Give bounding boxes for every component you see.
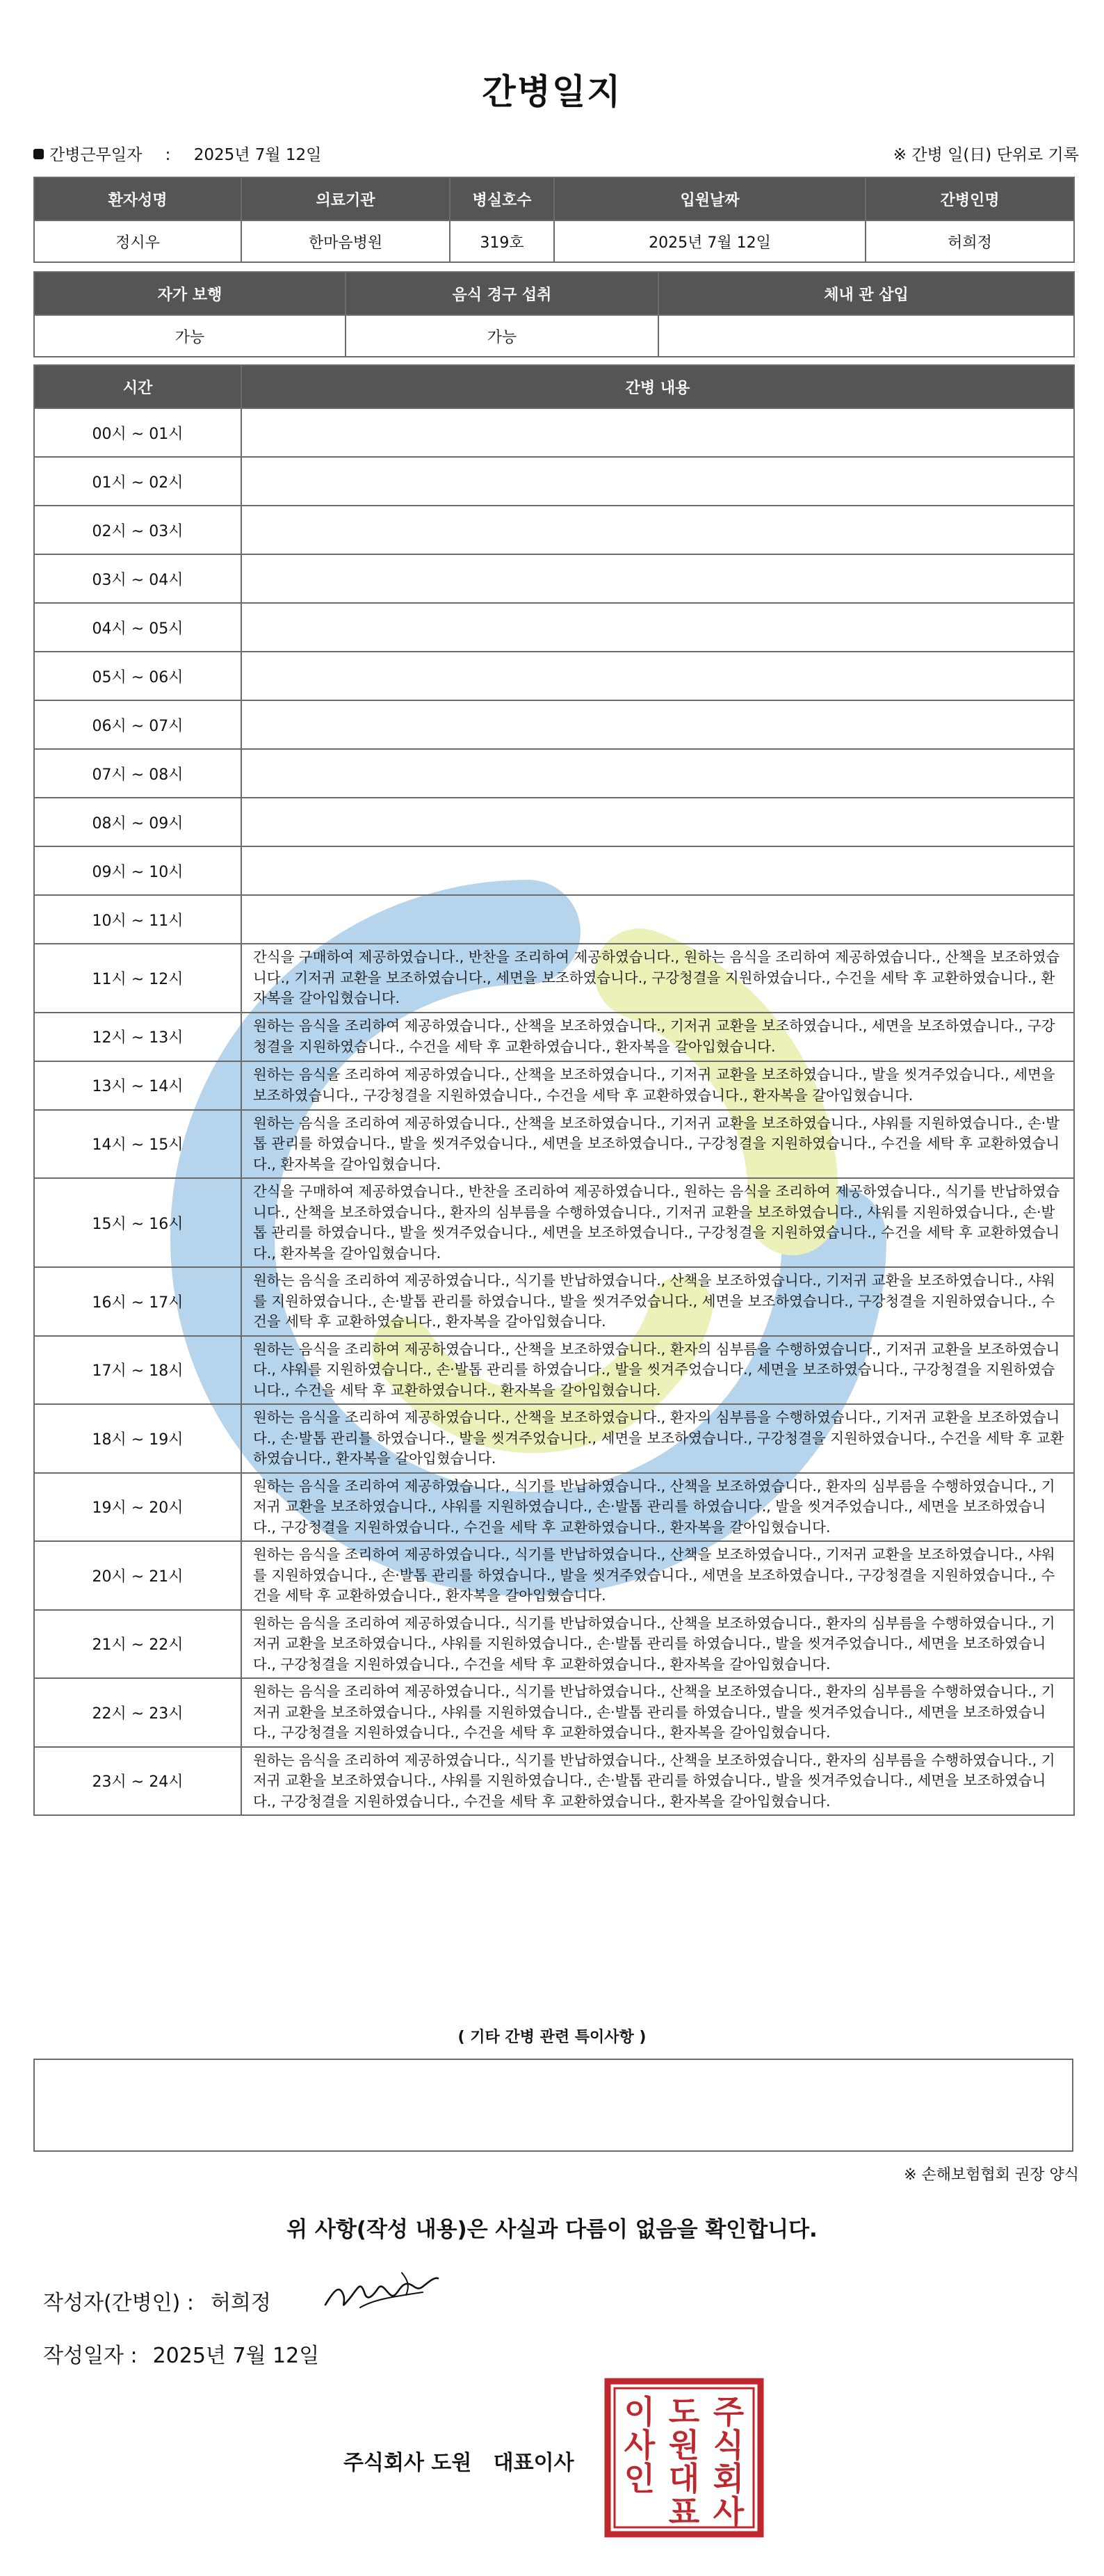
oral-intake-value: 가능 [346, 315, 658, 357]
care-log-row [34, 1473, 1074, 1542]
seal-character: 원 [668, 2426, 700, 2464]
care-log-time: 02시 ~ 03시 [34, 506, 241, 554]
care-log-note [241, 506, 1074, 554]
admission-date-header: 입원날짜 [554, 177, 866, 220]
care-log-time: 16시 ~ 17시 [34, 1267, 241, 1336]
signature-icon [318, 2264, 444, 2317]
care-log-note [241, 554, 1074, 603]
admission-date-value: 2025년 7월 12일 [554, 220, 866, 262]
care-log-body [34, 408, 1074, 1815]
care-log-row [34, 1061, 1074, 1110]
care-log-note: 간식을 구매하여 제공하였습니다., 반찬을 조리하여 제공하였습니다., 원하는 음식을 조리하여 제공하였습니다., 산책을 보조하였습니다., 기저귀 교환을 보조하였습니다., 세면을 보조하였습니다., 구강청결을 지원하였습니다., 수건을 세탁 후 교환하였습니다., 환자복을 갈아입혔습니다. [241, 944, 1074, 1013]
care-log-time: 11시 ~ 12시 [34, 944, 241, 1013]
care-log-time: 03시 ~ 04시 [34, 554, 241, 603]
care-log-row [34, 554, 1074, 603]
company-representative: 주식회사 도원 대표이사 [343, 2451, 574, 2475]
care-log-note: 원하는 음식을 조리하여 제공하였습니다., 식기를 반납하였습니다., 산책을 보조하였습니다., 기저귀 교환을 보조하였습니다., 샤워를 지원하였습니다., 손·발톱 관리를 하였습니다., 발을 씻겨주었습니다., 세면을 보조하였습니다., 구강청결을 지원하였습니다., 수건을 세탁 후 교환하였습니다., 환자복을 갈아입혔습니다. [241, 1541, 1074, 1610]
caregiver-name-header: 간병인명 [866, 177, 1074, 220]
company-seal-icon [603, 2377, 765, 2538]
care-log-row [34, 700, 1074, 749]
care-log-note [241, 603, 1074, 652]
care-log-time: 00시 ~ 01시 [34, 408, 241, 457]
care-log-row [34, 1110, 1074, 1179]
care-log-row [34, 846, 1074, 895]
care-log-row [34, 1178, 1074, 1267]
other-notes-title: ( 기타 간병 관련 특이사항 ) [457, 2029, 647, 2046]
care-log-row [34, 944, 1074, 1013]
seal-character: 도 [668, 2393, 700, 2431]
care-log-row [34, 1541, 1074, 1610]
care-log-time: 20시 ~ 21시 [34, 1541, 241, 1610]
seal-character: 표 [668, 2493, 700, 2531]
walking-value: 가능 [34, 315, 346, 357]
written-date-value: 2025년 7월 12일 [152, 2344, 320, 2368]
care-log-time: 05시 ~ 06시 [34, 652, 241, 700]
care-log-row [34, 1267, 1074, 1336]
oral-intake-header: 음식 경구 섭취 [346, 272, 658, 315]
care-log-table [33, 364, 1075, 1816]
care-log-note [241, 457, 1074, 506]
abilities-table [33, 271, 1075, 357]
patient-info-table [33, 177, 1075, 263]
care-log-note: 간식을 구매하여 제공하였습니다., 반찬을 조리하여 제공하였습니다., 원하는 음식을 조리하여 제공하였습니다., 식기를 반납하였습니다., 산책을 보조하였습니다., 환자의 심부름을 수행하였습니다., 기저귀 교환을 보조하였습니다., 샤워를 지원하였습니다., 손·발톱 관리를 하였습니다., 발을 씻겨주었습니다., 세면을 보조하였습니다., 구강청결을 지원하였습니다., 수건을 세탁 후 교환하였습니다., 환자복을 갈아입혔습니다. [241, 1178, 1074, 1267]
care-log-time: 04시 ~ 05시 [34, 603, 241, 652]
hospital-header: 의료기관 [241, 177, 450, 220]
time-header: 시간 [34, 365, 241, 408]
unit-note: ※ 간병 일(日) 단위로 기록 [893, 146, 1079, 164]
form-footnote: ※ 손해보험협회 권장 양식 [904, 2166, 1079, 2184]
work-date [33, 142, 321, 165]
care-log-row [34, 457, 1074, 506]
care-log-time: 12시 ~ 13시 [34, 1013, 241, 1061]
care-log-time: 21시 ~ 22시 [34, 1610, 241, 1679]
content-header: 간병 내용 [241, 365, 1074, 408]
care-log-note: 원하는 음식을 조리하여 제공하였습니다., 식기를 반납하였습니다., 산책을 보조하였습니다., 환자의 심부름을 수행하였습니다., 기저귀 교환을 보조하였습니다., 샤워를 지원하였습니다., 손·발톱 관리를 하였습니다., 발을 씻겨주었습니다., 세면을 보조하였습니다., 구강청결을 지원하였습니다., 수건을 세탁 후 교환하였습니다., 환자복을 갈아입혔습니다. [241, 1473, 1074, 1542]
care-log-time: 01시 ~ 02시 [34, 457, 241, 506]
care-log-row [34, 1610, 1074, 1679]
care-log-time: 09시 ~ 10시 [34, 846, 241, 895]
seal-character: 인 [624, 2460, 656, 2497]
care-log-note [241, 700, 1074, 749]
care-log-time: 06시 ~ 07시 [34, 700, 241, 749]
seal-character: 회 [713, 2460, 745, 2497]
care-log-row [34, 603, 1074, 652]
care-log-note: 원하는 음식을 조리하여 제공하였습니다., 산책을 보조하였습니다., 환자의 심부름을 수행하였습니다., 기저귀 교환을 보조하였습니다., 샤워를 지원하였습니다., 손·발톱 관리를 하였습니다., 발을 씻겨주었습니다., 세면을 보조하였습니다., 구강청결을 지원하였습니다., 수건을 세탁 후 교환하였습니다., 환자복을 갈아입혔습니다. [241, 1336, 1074, 1405]
care-log-row [34, 1404, 1074, 1473]
seal-character: 사 [624, 2426, 656, 2464]
care-log-note [241, 798, 1074, 846]
seal-character: 이 [624, 2393, 656, 2431]
writer-name: 허희정 [210, 2291, 271, 2315]
confirmation-statement: 위 사항(작성 내용)은 사실과 다름이 없음을 확인합니다. [286, 2217, 818, 2242]
care-log-row [34, 652, 1074, 700]
seal-character: 사 [713, 2493, 745, 2531]
care-log-time: 07시 ~ 08시 [34, 749, 241, 798]
work-date-value: 2025년 7월 12일 [193, 146, 322, 164]
writer-label: 작성자(간병인) : [43, 2291, 194, 2315]
page-title: 간병일지 [482, 72, 622, 112]
written-date-line [43, 2338, 319, 2369]
patient-name-value: 정시우 [34, 220, 241, 262]
tube-value [658, 315, 1074, 357]
care-log-row [34, 1747, 1074, 1816]
seal-character: 식 [713, 2426, 745, 2464]
care-log-time: 19시 ~ 20시 [34, 1473, 241, 1542]
patient-info-value-row [34, 220, 1074, 262]
tube-header: 체내 관 삽입 [658, 272, 1074, 315]
care-log-row [34, 408, 1074, 457]
care-log-note [241, 895, 1074, 944]
care-log-note: 원하는 음식을 조리하여 제공하였습니다., 산책을 보조하였습니다., 환자의 심부름을 수행하였습니다., 기저귀 교환을 보조하였습니다., 손·발톱 관리를 하였습니다., 발을 씻겨주었습니다., 세면을 보조하였습니다., 구강청결을 지원하였습니다., 수건을 세탁 후 교환하였습니다., 환자복을 갈아입혔습니다. [241, 1404, 1074, 1473]
caregiver-name-value: 허희정 [866, 220, 1074, 262]
care-log-time: 08시 ~ 09시 [34, 798, 241, 846]
care-log-note: 원하는 음식을 조리하여 제공하였습니다., 식기를 반납하였습니다., 산책을 보조하였습니다., 환자의 심부름을 수행하였습니다., 기저귀 교환을 보조하였습니다., 샤워를 지원하였습니다., 손·발톱 관리를 하였습니다., 발을 씻겨주었습니다., 세면을 보조하였습니다., 구강청결을 지원하였습니다., 수건을 세탁 후 교환하였습니다., 환자복을 갈아입혔습니다. [241, 1610, 1074, 1679]
other-notes-box [33, 2059, 1073, 2152]
care-log-time: 15시 ~ 16시 [34, 1178, 241, 1267]
square-bullet-icon [33, 149, 44, 159]
care-log-note [241, 846, 1074, 895]
care-log-time: 13시 ~ 14시 [34, 1061, 241, 1110]
care-log-time: 18시 ~ 19시 [34, 1404, 241, 1473]
care-log-note [241, 408, 1074, 457]
care-log-note [241, 749, 1074, 798]
seal-character: 대 [668, 2460, 700, 2497]
care-log-row [34, 798, 1074, 846]
care-log-header-row [34, 365, 1074, 408]
care-log-time: 17시 ~ 18시 [34, 1336, 241, 1405]
care-log-note: 원하는 음식을 조리하여 제공하였습니다., 산책을 보조하였습니다., 기저귀 교환을 보조하였습니다., 발을 씻겨주었습니다., 세면을 보조하였습니다., 구강청결을 지원하였습니다., 수건을 세탁 후 교환하였습니다., 환자복을 갈아입혔습니다. [241, 1061, 1074, 1110]
patient-info-header-row [34, 177, 1074, 220]
care-log-note: 원하는 음식을 조리하여 제공하였습니다., 식기를 반납하였습니다., 산책을 보조하였습니다., 기저귀 교환을 보조하였습니다., 샤워를 지원하였습니다., 손·발톱 관리를 하였습니다., 발을 씻겨주었습니다., 세면을 보조하였습니다., 구강청결을 지원하였습니다., 수건을 세탁 후 교환하였습니다., 환자복을 갈아입혔습니다. [241, 1267, 1074, 1336]
care-log-note [241, 652, 1074, 700]
care-log-row [34, 1336, 1074, 1405]
room-value: 319호 [450, 220, 554, 262]
care-log-time: 23시 ~ 24시 [34, 1747, 241, 1816]
care-log-row [34, 749, 1074, 798]
room-header: 병실호수 [450, 177, 554, 220]
walking-header: 자가 보행 [34, 272, 346, 315]
care-log-row [34, 1678, 1074, 1747]
work-date-separator: : [165, 146, 171, 164]
care-log-row [34, 895, 1074, 944]
work-date-label: 간병근무일자 [49, 146, 143, 164]
writer-line [43, 2285, 271, 2316]
care-log-time: 22시 ~ 23시 [34, 1678, 241, 1747]
care-log-time: 10시 ~ 11시 [34, 895, 241, 944]
abilities-header-row [34, 272, 1074, 315]
care-log-row [34, 1013, 1074, 1061]
written-date-label: 작성일자 : [43, 2344, 138, 2368]
care-log-note: 원하는 음식을 조리하여 제공하였습니다., 식기를 반납하였습니다., 산책을 보조하였습니다., 환자의 심부름을 수행하였습니다., 기저귀 교환을 보조하였습니다., 샤워를 지원하였습니다., 손·발톱 관리를 하였습니다., 발을 씻겨주었습니다., 세면을 보조하였습니다., 구강청결을 지원하였습니다., 수건을 세탁 후 교환하였습니다., 환자복을 갈아입혔습니다. [241, 1747, 1074, 1816]
care-log-time: 14시 ~ 15시 [34, 1110, 241, 1179]
abilities-value-row [34, 315, 1074, 357]
care-log-row [34, 506, 1074, 554]
seal-character: 주 [713, 2393, 745, 2431]
hospital-value: 한마음병원 [241, 220, 450, 262]
care-log-note: 원하는 음식을 조리하여 제공하였습니다., 산책을 보조하였습니다., 기저귀 교환을 보조하였습니다., 샤워를 지원하였습니다., 손·발톱 관리를 하였습니다., 발을 씻겨주었습니다., 세면을 보조하였습니다., 구강청결을 지원하였습니다., 수건을 세탁 후 교환하였습니다., 환자복을 갈아입혔습니다. [241, 1110, 1074, 1179]
care-log-note: 원하는 음식을 조리하여 제공하였습니다., 산책을 보조하였습니다., 기저귀 교환을 보조하였습니다., 세면을 보조하였습니다., 구강청결을 지원하였습니다., 수건을 세탁 후 교환하였습니다., 환자복을 갈아입혔습니다. [241, 1013, 1074, 1061]
patient-name-header: 환자성명 [34, 177, 241, 220]
care-log-note: 원하는 음식을 조리하여 제공하였습니다., 식기를 반납하였습니다., 산책을 보조하였습니다., 환자의 심부름을 수행하였습니다., 기저귀 교환을 보조하였습니다., 샤워를 지원하였습니다., 손·발톱 관리를 하였습니다., 발을 씻겨주었습니다., 세면을 보조하였습니다., 구강청결을 지원하였습니다., 수건을 세탁 후 교환하였습니다., 환자복을 갈아입혔습니다. [241, 1678, 1074, 1747]
